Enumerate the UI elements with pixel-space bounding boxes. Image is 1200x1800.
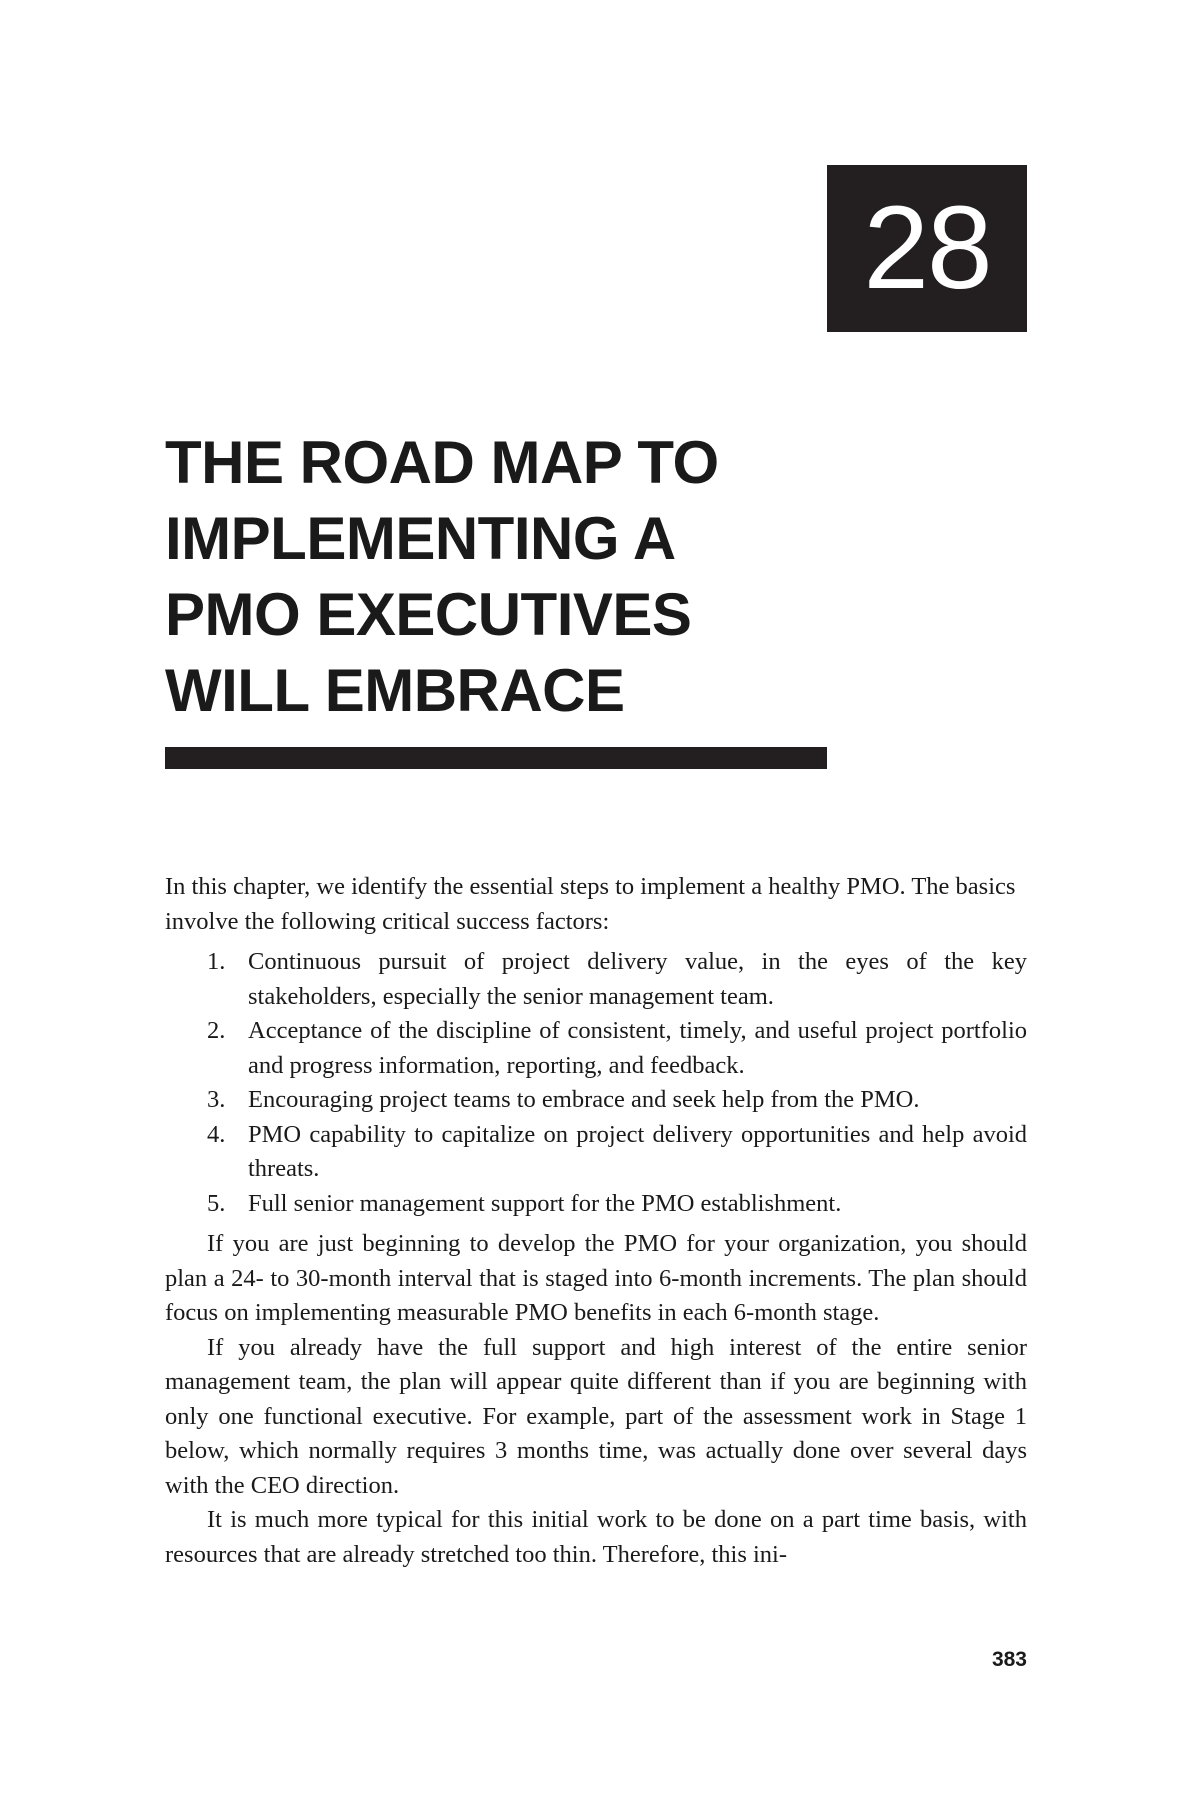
success-factors-list [165, 945, 1027, 1221]
body-paragraph: If you already have the full support and high interest of the entire senior management team, the plan will appear quite different than if you are beginning with only one functional executive. For example, part of the assessment work in Stage 1 below, which normally requires 3 months time, was actually done over several days with the CEO direction. [165, 1333, 1027, 1499]
chapter-title-line: IMPLEMENTING A [165, 505, 676, 572]
list-item-number: 4. [207, 1120, 226, 1148]
body-text [165, 870, 1027, 1572]
chapter-title [165, 425, 865, 729]
list-item [165, 1083, 1027, 1118]
list-item-text: Acceptance of the discipline of consistent, timely, and useful project portfolio and progress information, reporting, and feedback. [248, 1017, 1027, 1079]
chapter-title-line: PMO EXECUTIVES [165, 581, 692, 648]
intro-paragraph: In this chapter, we identify the essential steps to implement a healthy PMO. The basics involve the following critical success factors: [165, 873, 1016, 935]
list-item-text: PMO capability to capitalize on project delivery opportunities and help avoid threats. [248, 1120, 1027, 1182]
list-item-text: Encouraging project teams to embrace and seek help from the PMO. [248, 1086, 920, 1113]
chapter-number-box [827, 165, 1027, 332]
chapter-title-line: WILL EMBRACE [165, 657, 625, 724]
list-item [165, 945, 1027, 1014]
list-item-number: 1. [207, 948, 226, 975]
list-item [165, 1187, 1027, 1222]
body-paragraph: It is much more typical for this initial work to be done on a part time basis, with resources that are already stretched too thin. Therefore, this ini- [165, 1506, 1027, 1568]
list-item-number: 5. [207, 1189, 226, 1217]
list-item-text: Continuous pursuit of project delivery value, in the eyes of the key stakeholders, especially the senior management team. [248, 948, 1027, 1010]
body-paragraph: If you are just beginning to develop the PMO for your organization, you should plan a 24- to 30-month interval that is staged into 6-month increments. The plan should focus on implementing measurable PMO benefits in each 6-month stage. [165, 1230, 1027, 1326]
chapter-title-line: THE ROAD MAP TO [165, 429, 719, 496]
chapter-number: 28 [863, 182, 991, 314]
list-item-text: Full senior management support for the PMO establishment. [248, 1189, 842, 1217]
list-item-number: 2. [207, 1017, 226, 1044]
list-item [165, 1014, 1027, 1083]
list-item [165, 1118, 1027, 1187]
page-number: 383 [991, 1648, 1027, 1671]
list-item-number: 3. [207, 1086, 226, 1113]
title-underline-rule [165, 747, 827, 769]
